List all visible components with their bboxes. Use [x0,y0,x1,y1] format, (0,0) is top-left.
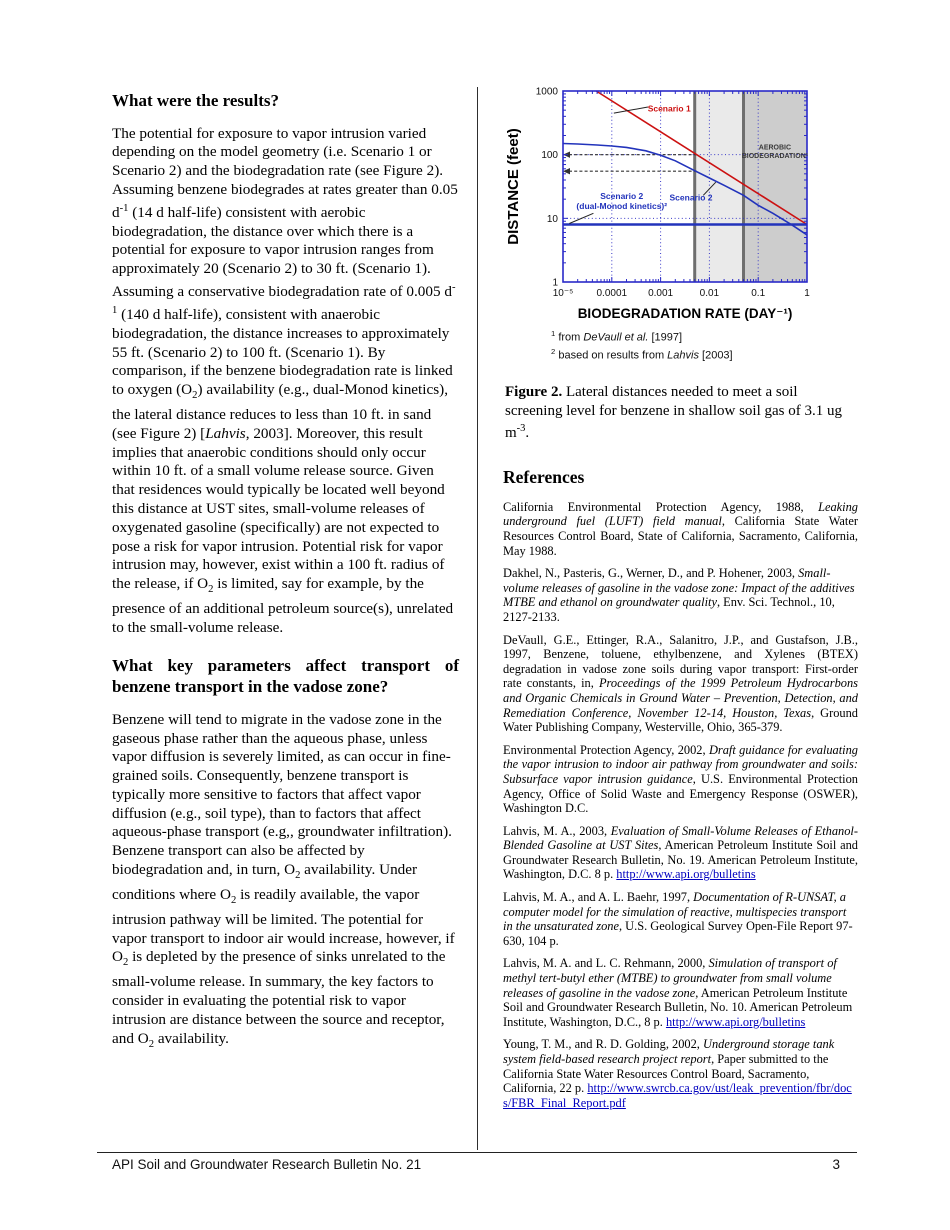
shaded-band [695,91,744,282]
x-tick-label: 0.01 [699,288,720,299]
reference-entry: Lahvis, M. A., 2003, Evaluation of Small-Volume Releases of Ethanol-Blended Gasoline at UST Sites, American Petroleum Institute Soil and Groundwater Research Bulletin, No. 19. American Petroleum Institute, Washington, D.C. 8 p. http://www.api.org/bulletins [503,823,858,882]
page-number: 3 [832,1157,840,1172]
footer-rule [97,1152,857,1153]
left-column [112,90,459,1054]
chart-annotation-label: Scenario 2 [669,192,713,203]
x-tick-label: 0.1 [751,288,766,299]
page-footer [112,1157,840,1172]
shaded-band [741,91,809,282]
x-axis-title: BIODEGRADATION RATE (DAY⁻¹) [577,306,793,321]
section-heading-key-parameters: What key parameters affect transport of benzene transport in the vadose zone? [112,655,459,697]
chart-annotation-label: Scenario 1 [647,103,691,114]
figure-2-chart [503,85,813,325]
key-parameters-paragraph: Benzene will tend to migrate in the vadose zone in the gaseous phase rather than the aqueous phase, unless vapor diffusion is severely limited, as can occur in fine-grained soils. Consequently, benzene transport is typically more sensitive to factors that affect vapor diffusion (e.g., soil type), than to factors that affect aqueous-phase transport (e.g,, groundwater infiltration). Benzene transport can also be affected by biodegradation and, in turn, $O_2$ availability. Under conditions where $O_2$ is readily available, the vapor intrusion pathway will be limited. The potential for vapor transport to indoor air would increase, however, if $O_2$ is depleted by the presence of sinks unrelated to the small-volume release. In summary, the key factors to consider in evaluating the potential risk to vapor intrusion are distance between the source and receptor, and $O_2$ availability. [112,710,455,1050]
reference-entry: DeVaull, G.E., Ettinger, R.A., Salanitro, J.P., and Gustafson, J.B., 1997, Benzene, toluene, ethylbenzene, and Xylenes (BTEX) degradation in vadose zone soils during vapor transport: First-order rate constants, in, Proceedings of the 1999 Petroleum Hydrocarbons and Organic Chemicals in Ground Water – Prevention, Detection, and Remediation Conference, November 12-14, Houston, Texas, Ground Water Publishing Company, Westerville, Ohio, 365-379. [503,632,858,735]
figure-footnote-2: $^2$ based on results from Lahvis [2003] [551,346,733,362]
x-tick-label: 1 [804,288,810,299]
reference-entry: Young, T. M., and R. D. Golding, 2002, Underground storage tank system field-based research project report, Paper submitted to the California State Water Resources Control Board, Sacramento, California, 22 p. http://www.swrcb.ca.gov/ust/leak_prevention/fbr/docs/FBR_Final_Report.pdf [503,1037,852,1110]
y-tick-label: 10 [546,213,558,225]
references-heading: References [503,466,585,487]
figure-2-plot [503,85,813,325]
y-axis-title: DISTANCE (feet) [505,128,522,245]
label-leader [569,213,593,223]
figure-footnotes [551,327,858,362]
figure-footnote-1: $^1$ from DeVaull et al. [1997] [551,329,683,344]
y-tick-label: 100 [541,150,558,162]
reference-entry: Lahvis, M. A., and A. L. Baehr, 1997, Documentation of R-UNSAT, a computer model for the simulation of reactive, multispecies transport in the unsaturated zone, U.S. Geological Survey Open-File Report 97-630, 104 p. [503,890,853,948]
column-divider [477,87,478,1150]
y-tick-label: 1000 [535,86,558,98]
references-list [503,500,858,1111]
footer-bulletin-title: API Soil and Groundwater Research Bulletin No. 21 [112,1157,422,1172]
section-heading-results: What were the results? [112,91,279,110]
figure-2-caption: Figure 2. Lateral distances needed to meet a soil screening level for benzene in shallow soil gas of 3.1 ug $m^{-3}$. [505,384,842,442]
reference-entry: Environmental Protection Agency, 2002, Draft guidance for evaluating the vapor intrusion to indoor air pathway from groundwater and soils: Subsurface vapor intrusion guidance, U.S. Environmental Protection Agency, Office of Solid Waste and Emergency Response (OSWER), Washington D.C. [503,742,859,816]
x-tick-label: 0.001 [648,288,674,299]
reference-entry: California Environmental Protection Agency, 1988, Leaking underground fuel (LUFT) field manual, California State Water Resources Control Board, State of California, Sacramento, California, May 1988. [503,499,858,558]
reference-url-link[interactable]: http://www.swrcb.ca.gov/ust/leak_prevention/fbr/docs/FBR_Final_Report.pdf [503,1081,852,1110]
x-tick-label: 0.0001 [596,288,628,299]
chart-annotation-label: AEROBIC BIODEGRADATION¹ [741,144,809,161]
reference-entry: Dakhel, N., Pasteris, G., Werner, D., and P. Hohener, 2003, Small-volume releases of gasoline in the vadose zone: Impact of the additives MTBE and ethanol on groundwater quality, Env. Sci. Technol., 10, 2127-2133. [503,566,855,624]
reference-url-link[interactable]: http://www.api.org/bulletins [665,1014,806,1029]
y-tick-label: 1 [552,277,558,289]
right-column [503,85,858,1118]
reference-url-link[interactable]: http://www.api.org/bulletins [616,867,756,882]
x-tick-label: 10⁻⁵ [552,288,574,299]
reference-entry: Lahvis, M. A. and L. C. Rehmann, 2000, Simulation of transport of methyl tert-butyl ether (MTBE) to groundwater from small volume releases of gasoline in the vadose zone, American Petroleum Institute Soil and Groundwater Research Bulletin, No. 10. American Petroleum Institute, Washington, D.C., 8 p. http://www.api.org/bulletins [503,956,853,1029]
chart-annotation-label: Scenario 2 (dual-Monod kinetics)² [576,191,668,212]
results-paragraph: The potential for exposure to vapor intrusion varied depending on the model geometry (i.e. Scenario 1 or Scenario 2) and the biodegradation rate (see Figure 2). Assuming benzene biodegrades at rates greater than 0.05 $d^{-1}$ (14 d half-life) consistent with aerobic biodegradation, the distance over which there is a potential for exposure to vapor intrusion ranges from approximately 20 (Scenario 2) to 30 ft. (Scenario 1). Assuming a conservative biodegradation rate of 0.005 $d^{-1}$ (140 d half-life), consistent with anaerobic biodegradation, the distance increases to approximately 55 ft. (Scenario 2) to 100 ft. (Scenario 1). By comparison, if the benzene biodegradation rate is linked to oxygen $(O_2)$ availability (e.g., dual-Monod kinetics), the lateral distance reduces to less than 10 ft. in sand (see Figure 2) [Lahvis, 2003]. Moreover, this result implies that anaerobic conditions should only occur within 10 ft. of a small volume release source. Given that residences would typically be located well beyond this distance at UST sites, small-volume releases of oxygenated gasoline (specifically) are not expected to pose a risk for vapor intrusion. Potential risk for vapor intrusion may, however, exist within a 100 ft. radius of the release, if $O_2$ is limited, say for example, by the presence of an additional petroleum source(s), unrelated to the small-volume release. [112,124,458,636]
